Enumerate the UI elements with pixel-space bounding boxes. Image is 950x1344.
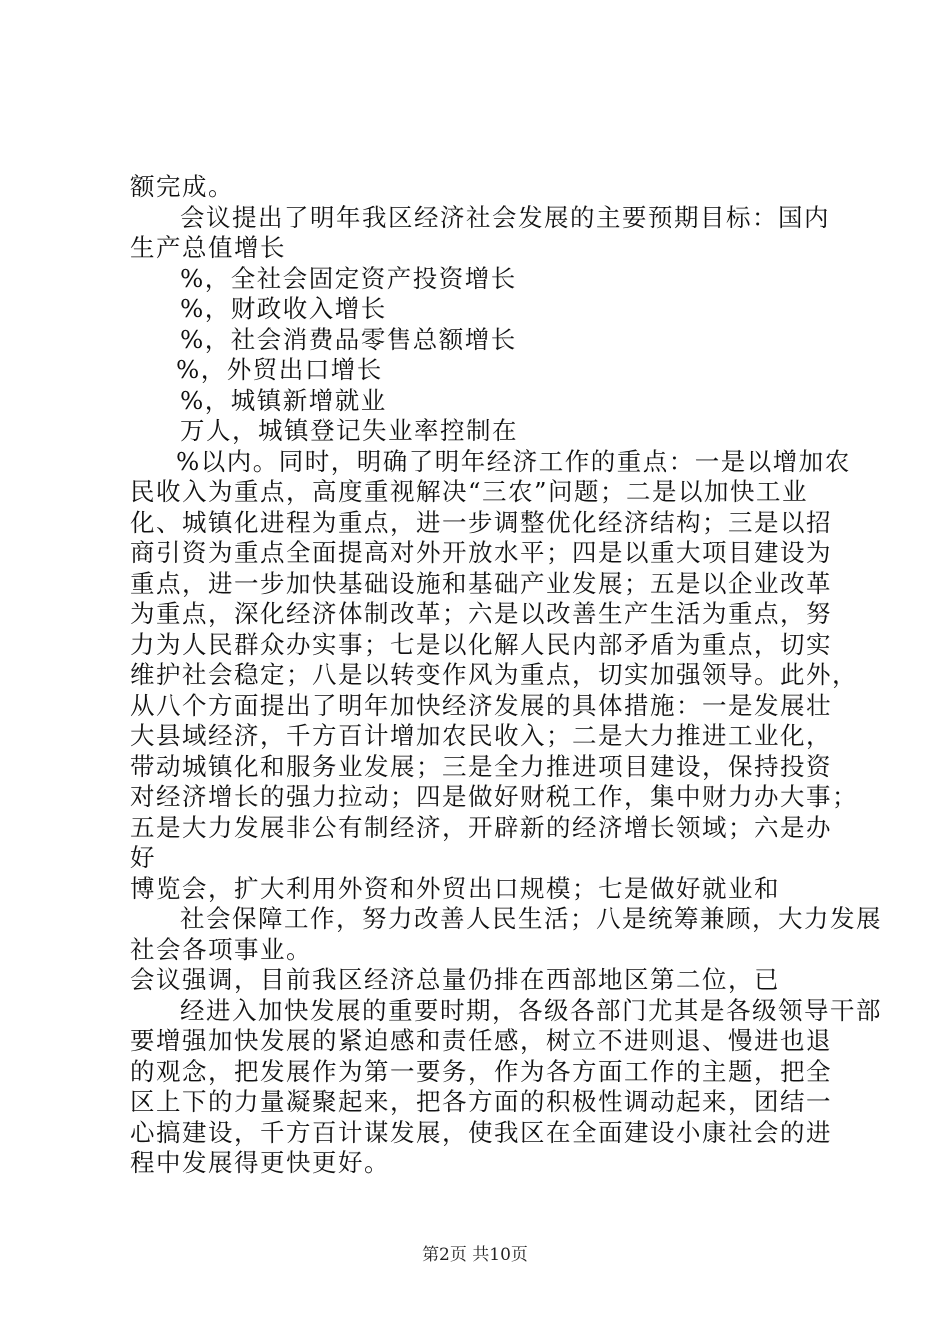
text-line: 要增强加快发展的紧迫感和责任感，树立不进则退、慢进也退 (130, 1026, 832, 1055)
text-line: 商引资为重点全面提高对外开放水平；四是以重大项目建设为 (130, 538, 832, 567)
text-line: 维护社会稳定；八是以转变作风为重点，切实加强领导。此外， (130, 660, 858, 689)
text-line: %，外贸出口增长 (176, 355, 383, 384)
text-line: 从八个方面提出了明年加快经济发展的具体措施：一是发展壮 (130, 690, 832, 720)
text-line: 对经济增长的强力拉动；四是做好财税工作，集中财力办大事； (130, 782, 858, 811)
text-line: %，财政收入增长 (180, 294, 387, 323)
text-line: 五是大力发展非公有制经济，开辟新的经济增长领域；六是办 (130, 812, 832, 842)
page-number-footer: 第2页 共10页 (422, 1245, 528, 1265)
text-line: 区上下的力量凝聚起来，把各方面的积极性调动起来，团结一 (130, 1087, 832, 1116)
text-line: 民收入为重点，高度重视解决“三农”问题；二是以加快工业 (130, 477, 809, 506)
text-line: 社会保障工作，努力改善人民生活；八是统筹兼顾，大力发展 (180, 904, 882, 933)
text-line: 程中发展得更快更好。 (130, 1148, 390, 1177)
text-line: 经进入加快发展的重要时期，各级各部门尤其是各级领导干部 (180, 995, 882, 1025)
text-line: 为重点，深化经济体制改革；六是以改善生产生活为重点，努 (130, 599, 832, 628)
text-line: 化、城镇化进程为重点，进一步调整优化经济结构；三是以招 (130, 507, 832, 537)
text-line: 力为人民群众办实事；七是以化解人民内部矛盾为重点，切实 (130, 629, 832, 659)
document-body (130, 172, 882, 1179)
text-line: 重点，进一步加快基础设施和基础产业发展；五是以企业改革 (130, 568, 832, 598)
text-line: 额完成。 (130, 172, 234, 201)
text-line: %，社会消费品零售总额增长 (180, 324, 517, 354)
text-line: %以内。同时，明确了明年经济工作的重点：一是以增加农 (176, 446, 851, 476)
text-line: 博览会，扩大利用外资和外贸出口规模；七是做好就业和 (130, 873, 780, 903)
text-line: 万人，城镇登记失业率控制在 (180, 416, 518, 445)
text-line: %，全社会固定资产投资增长 (180, 263, 517, 293)
text-line: 好 (130, 843, 156, 872)
text-line: %，城镇新增就业 (180, 385, 387, 415)
text-line: 的观念，把发展作为第一要务，作为各方面工作的主题，把全 (130, 1056, 832, 1086)
text-line: 带动城镇化和服务业发展；三是全力推进项目建设，保持投资 (130, 751, 832, 781)
text-line: 社会各项事业。 (130, 934, 312, 964)
text-line: 心搞建设，千方百计谋发展，使我区在全面建设小康社会的进 (130, 1117, 832, 1147)
text-line: 会议强调，目前我区经济总量仍排在西部地区第二位，已 (130, 965, 780, 994)
text-line: 生产总值增长 (130, 233, 286, 262)
text-line: 会议提出了明年我区经济社会发展的主要预期目标：国内 (180, 202, 830, 232)
text-line: 大县域经济，千方百计增加农民收入；二是大力推进工业化， (130, 721, 832, 750)
